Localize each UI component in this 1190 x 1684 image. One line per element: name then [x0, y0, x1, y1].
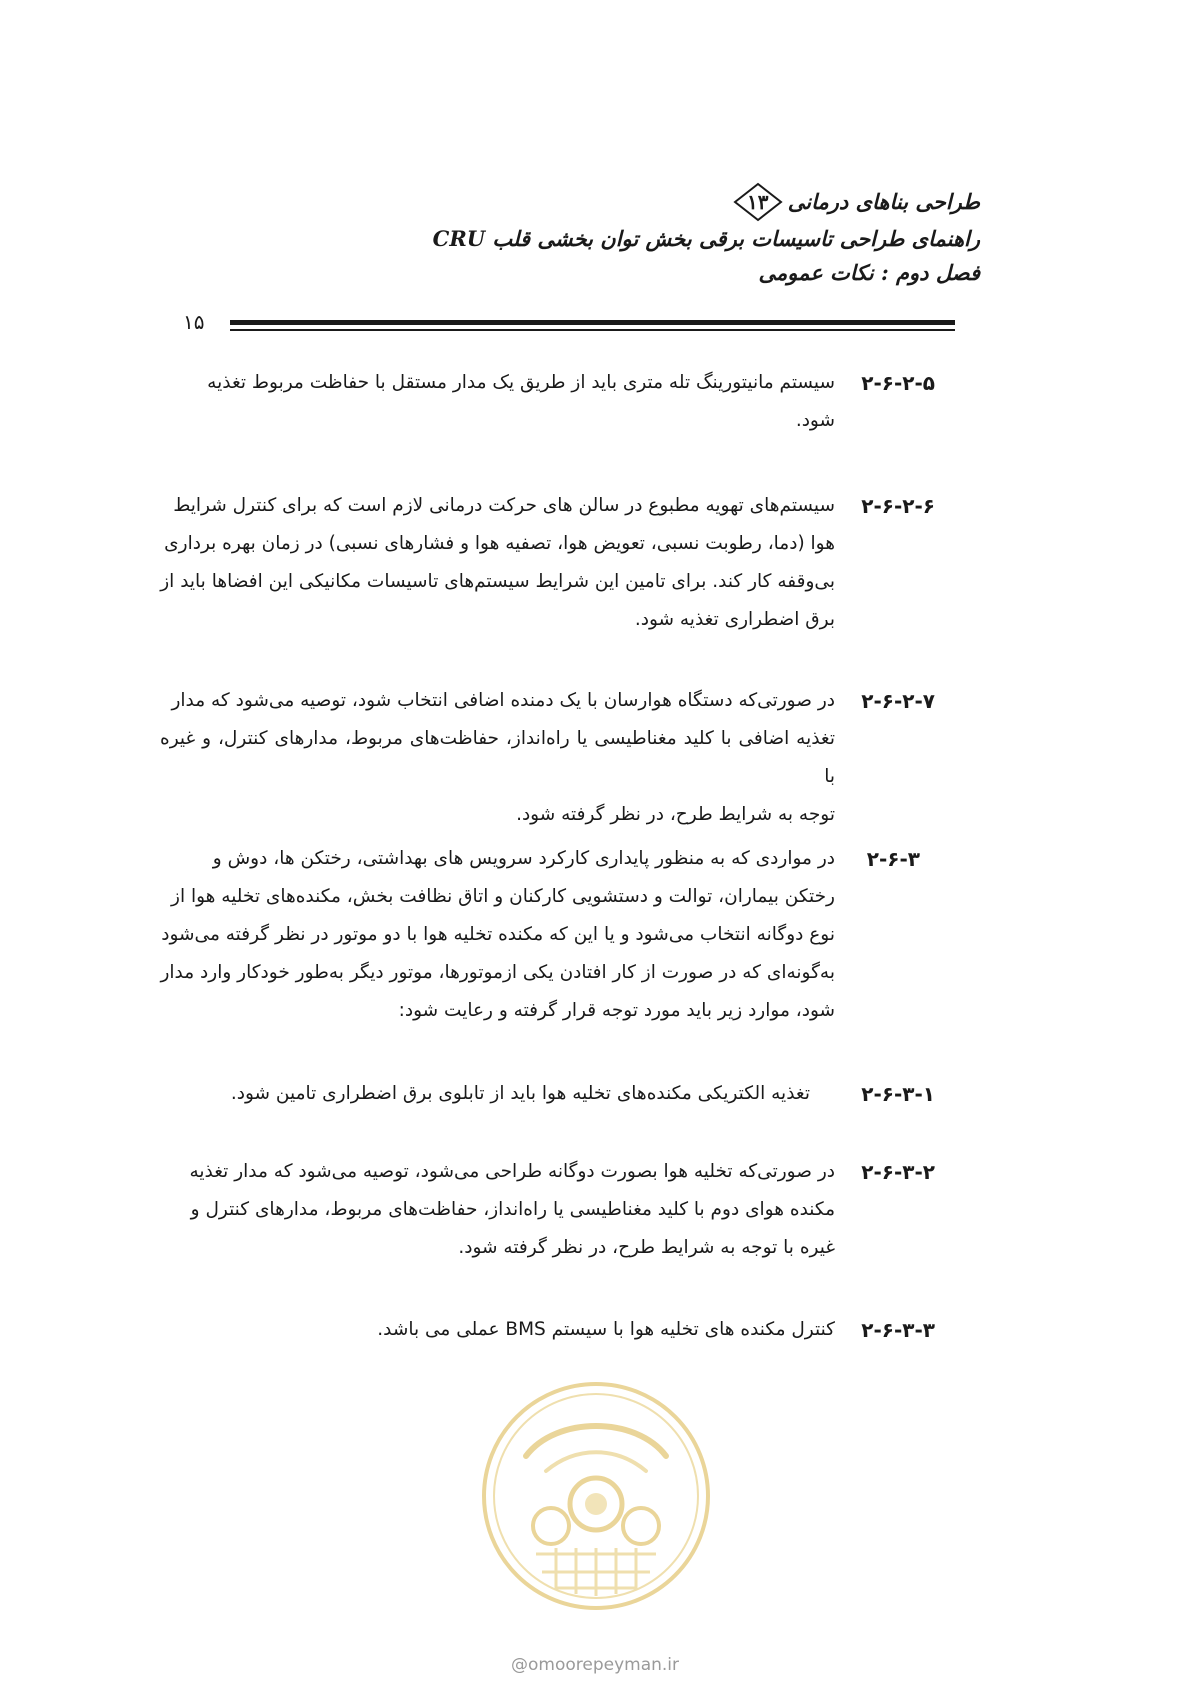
section-number: ۲-۶-۲-۷: [861, 689, 935, 713]
section-text: در صورتی‌که دستگاه هوارسان با یک دمنده اضافی انتخاب شود، توصیه می‌شود که مدار تغذیه اضافی با کلید مغناطیسی یا راه‌انداز، حفاظت‌های مربوط، مدارهای کنترل، و غیره با توجه به شرایط طرح، در نظر گرفته شود.: [160, 690, 835, 825]
series-number: ۱۳: [747, 190, 769, 214]
omoore-peyman-seal-icon: [476, 1376, 716, 1616]
series-line: [220, 182, 980, 222]
header-rule-thin: [230, 329, 955, 331]
section-text: تغذیه الکتریکی مکنده‌های تخلیه هوا باید از تابلوی برق اضطراری تامین شود.: [230, 1083, 810, 1104]
header-rule: [230, 320, 955, 325]
section-number: ۲-۶-۲-۵: [861, 371, 935, 395]
section-number: ۲-۶-۳-۲: [861, 1160, 935, 1184]
section-text: کنترل مکنده های تخلیه هوا با سیستم BMS عملی می باشد.: [377, 1319, 835, 1340]
page-number: ۱۵: [183, 310, 205, 334]
page-header: [220, 182, 980, 290]
section-text: سیستم مانیتورینگ تله متری باید از طریق یک مدار مستقل با حفاظت مربوط تغذیه شود.: [207, 372, 835, 431]
section-number: ۲-۶-۳-۳: [861, 1318, 935, 1342]
section-text: سیستم‌های تهویه مطبوع در سالن های حرکت درمانی لازم است که برای کنترل شرایط هوا (دما، رطوبت نسبی، تعویض هوا، تصفیه هوا و فشارهای نسبی) در زمان بهره برداری بی‌وقفه کار کند. برای تامین این شرایط سیستم‌های تاسیسات مکانیکی این افضاها باید از برق اضطراری تغذیه شود.: [160, 495, 835, 630]
section-text: در صورتی‌که تخلیه هوا بصورت دوگانه طراحی می‌شود، توصیه می‌شود که مدار تغذیه مکنده هوای دوم با کلید مغناطیسی یا راه‌انداز، حفاظت‌های مربوط، مدارهای کنترل و غیره با توجه به شرایط طرح، در نظر گرفته شود.: [189, 1161, 835, 1258]
series-number-badge: [732, 182, 784, 222]
section-number: ۲-۶-۲-۶: [861, 494, 935, 518]
section-number: ۲-۶-۳: [866, 847, 920, 871]
series-title: طراحی بناهای درمانی: [787, 189, 980, 214]
chapter-title: فصل دوم : نکات عمومی: [758, 260, 980, 285]
watermark-site: @omoorepeyman.ir: [510, 1655, 680, 1675]
document-title: راهنمای طراحی تاسیسات برقی بخش توان بخشی قلب CRU: [432, 226, 980, 251]
section-number: ۲-۶-۳-۱: [861, 1082, 935, 1106]
section-text: در مواردی که به منظور پایداری کارکرد سرویس های بهداشتی، رختکن ها، دوش و رختکن بیماران، توالت و دستشویی کارکنان و اتاق نظافت بخش، مکنده‌های تخلیه هوا از نوع دوگانه انتخاب می‌شود و یا این که مکنده تخلیه هوا با دو موتور در نظر گرفته می‌شود به‌گونه‌ای که در صورت از کار افتادن یکی ازموتورها، موتور دیگر به‌طور خودکار وارد مدار شود، موارد زیر باید مورد توجه قرار گرفته و رعایت شود:: [160, 848, 835, 1021]
